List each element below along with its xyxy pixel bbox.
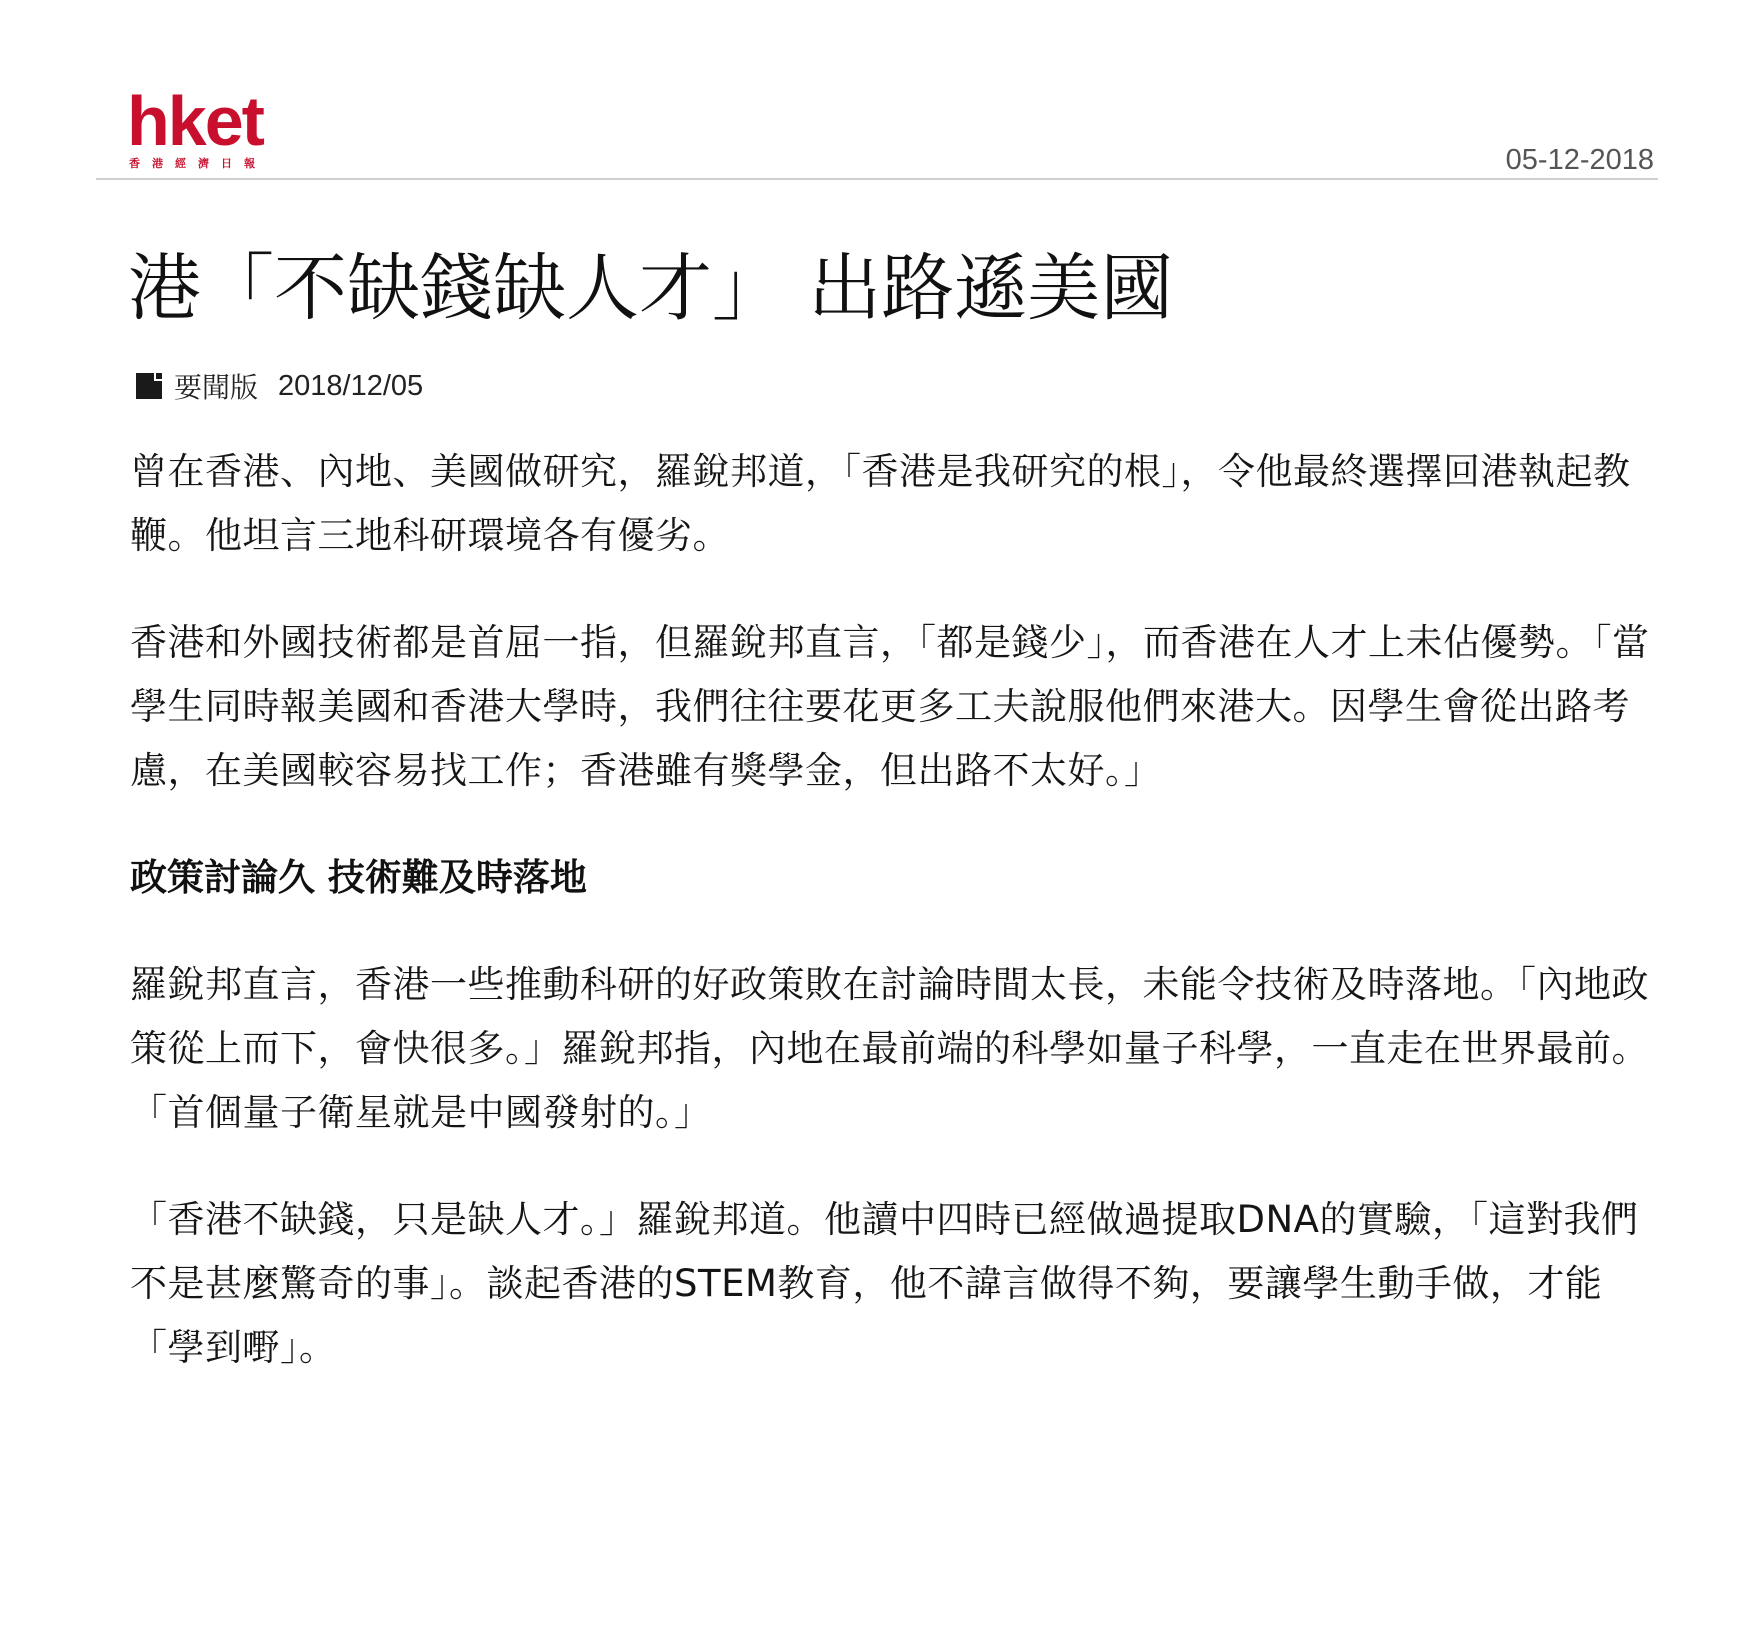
paragraph-4: 「香港不缺錢，只是缺人才。」羅銳邦道。他讀中四時已經做過提取DNA的實驗，「這對我們不是甚麼驚奇的事」。談起香港的STEM教育，他不諱言做得不夠，要讓學生動手做，才能「學到嘢」。	[130, 1198, 1639, 1369]
logo-wordmark: hket	[127, 82, 263, 160]
article-title: 港「不缺錢缺人才」 出路遜美國	[128, 246, 1174, 331]
section-name: 要聞版	[174, 371, 259, 404]
paragraph-2: 香港和外國技術都是首屈一指，但羅銳邦直言，「都是錢少」，而香港在人才上未佔優勢。「當學生同時報美國和香港大學時，我們往往要花更多工夫說服他們來港大。因學生會從出路考慮，在美國較容易找工作；香港雖有獎學金，但出路不太好。」	[130, 621, 1650, 792]
paragraph-1: 曾在香港、內地、美國做研究，羅銳邦道，「香港是我研究的根」，令他最終選擇回港執起教鞭。他坦言三地科研環境各有優劣。	[130, 450, 1631, 557]
header-date: 05-12-2018	[1505, 144, 1654, 176]
newspaper-page-icon	[134, 371, 164, 401]
paragraph-3: 羅銳邦直言，香港一些推動科研的好政策敗在討論時間太長，未能令技術及時落地。「內地政策從上而下，會快很多。」羅銳邦指，內地在最前端的科學如量子科學，一直走在世界最前。「首個量子衛星就是中國發射的。」	[130, 963, 1649, 1134]
masthead	[96, 82, 1658, 180]
article-body	[130, 440, 1650, 1423]
article-date: 2018/12/05	[278, 369, 424, 402]
logo-subtitle: 香港經濟日報	[129, 157, 267, 170]
hket-logo[interactable]	[127, 82, 277, 176]
section-subheading: 政策討論久 技術難及時落地	[130, 856, 587, 899]
article-meta	[134, 366, 423, 406]
